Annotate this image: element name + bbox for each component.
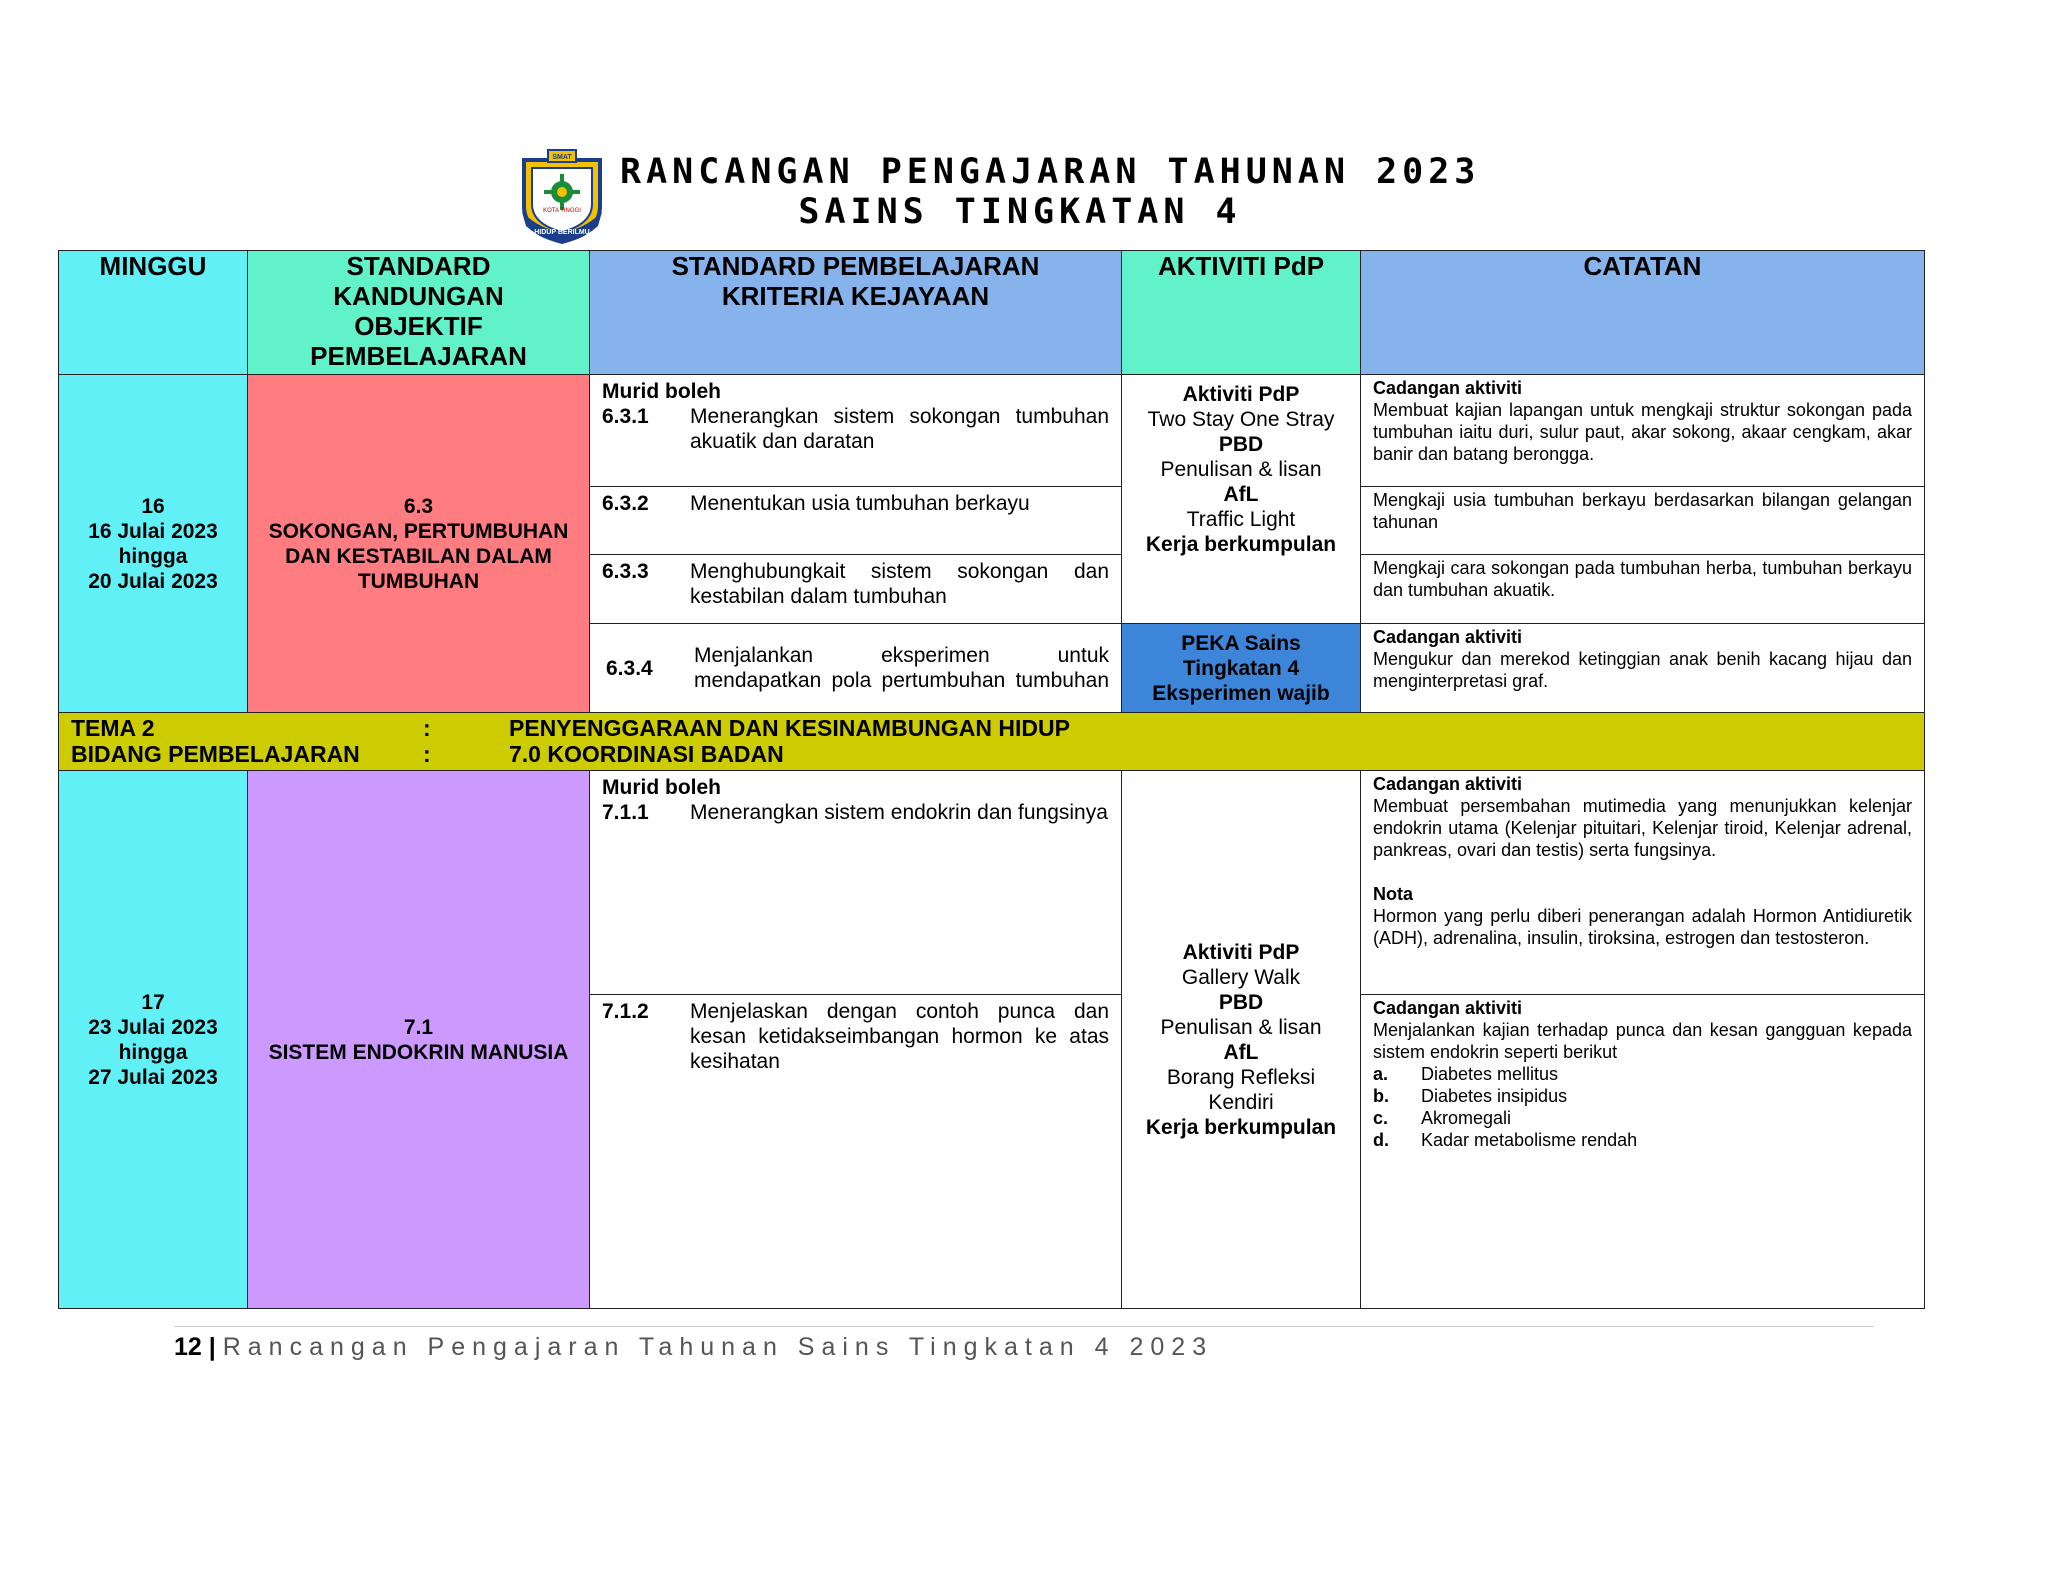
col-header-standard-pembelajaran: STANDARD PEMBELAJARAN KRITERIA KEJAYAAN	[590, 251, 1122, 375]
page-title	[620, 152, 1481, 232]
sp-7-1-1: Murid boleh 7.1.1 Menerangkan sistem endokrin dan fungsinya	[590, 771, 1122, 995]
tema-cell: TEMA 2 : PENYENGGARAAN DAN KESINAMBUNGAN HIDUP BIDANG PEMBELAJARAN : 7.0 KOORDINASI BADAN	[59, 713, 1925, 771]
peka-badge: PEKA Sains Tingkatan 4 Eksperimen wajib	[1122, 624, 1361, 713]
list-item: c. Akromegali	[1373, 1108, 1512, 1128]
header-row	[59, 251, 1925, 375]
col-header-catatan: CATATAN	[1361, 251, 1925, 375]
page-number: 12	[174, 1333, 202, 1361]
sp-6-3-4: 6.3.4 Menjalankan eksperimen untuk mendapatkan pola pertumbuhan tumbuhan	[590, 624, 1122, 713]
logo-text-bottom: HIDUP BERILMU	[534, 229, 590, 236]
school-logo-icon	[514, 146, 610, 246]
sp-6-3-2: 6.3.2 Menentukan usia tumbuhan berkayu	[590, 487, 1122, 555]
standard-kandungan-7-1: 7.1 SISTEM ENDOKRIN MANUSIA	[248, 771, 590, 1309]
catatan-6-3-3: Mengkaji cara sokongan pada tumbuhan herba, tumbuhan berkayu dan tumbuhan akuatik.	[1361, 555, 1925, 624]
catatan-7-1-1: Cadangan aktiviti Membuat persembahan mutimedia yang menunjukkan kelenjar endokrin utama (Kelenjar pituitari, Kelenjar tiroid, Kelenjar adrenal, pankreas, ovari dan testis) serta fungsinya. Nota Hormon yang perlu diberi penerangan adalah Hormon Antidiuretik (ADH), adrenalina, insulin, tiroksina, estrogen dan testosteron.	[1361, 771, 1925, 995]
catatan-7-1-2: Cadangan aktiviti Menjalankan kajian terhadap punca dan kesan gangguan kepada sistem endokrin seperti berikut a. Diabetes mellitus b. Diabetes insipidus c. Akromegali d. Kadar metabolisme rendah	[1361, 995, 1925, 1309]
sp-6-3-3: 6.3.3 Menghubungkait sistem sokongan dan kestabilan dalam tumbuhan	[590, 555, 1122, 624]
col-header-minggu: MINGGU	[59, 251, 248, 375]
list-item: d. Kadar metabolisme rendah	[1373, 1130, 1638, 1150]
logo-text-mid: KOTA TINGGI	[543, 208, 581, 214]
lesson-plan-table	[58, 250, 1925, 1309]
table-row	[59, 771, 1925, 995]
week-16-cell: 16 16 Julai 2023 hingga 20 Julai 2023	[59, 375, 248, 713]
table-row	[59, 375, 1925, 487]
title-line-2: SAINS TINGKATAN 4	[798, 192, 1242, 232]
aktiviti-week-17: Aktiviti PdP Gallery Walk PBD Penulisan & lisan AfL Borang Refleksi Kendiri Kerja berkumpulan	[1122, 771, 1361, 1309]
standard-kandungan-6-3: 6.3 SOKONGAN, PERTUMBUHAN DAN KESTABILAN DALAM TUMBUHAN	[248, 375, 590, 713]
title-line-1: RANCANGAN PENGAJARAN TAHUNAN 2023	[620, 152, 1481, 192]
footer-text: Rancangan Pengajaran Tahunan Sains Tingkatan 4 2023	[222, 1333, 1214, 1361]
footer-separator: |	[208, 1333, 216, 1361]
page-footer	[174, 1326, 1874, 1362]
week-17-cell: 17 23 Julai 2023 hingga 27 Julai 2023	[59, 771, 248, 1309]
logo-text-top: SMAT	[552, 154, 572, 161]
list-item: a. Diabetes mellitus	[1373, 1064, 1559, 1084]
col-header-aktiviti: AKTIVITI PdP	[1122, 251, 1361, 375]
aktiviti-week-16: Aktiviti PdP Two Stay One Stray PBD Penulisan & lisan AfL Traffic Light Kerja berkumpulan	[1122, 375, 1361, 624]
document-header	[0, 140, 2048, 250]
sp-6-3-1: Murid boleh 6.3.1 Menerangkan sistem sokongan tumbuhan akuatik dan daratan	[590, 375, 1122, 487]
list-item: b. Diabetes insipidus	[1373, 1086, 1568, 1106]
catatan-6-3-2: Mengkaji usia tumbuhan berkayu berdasarkan bilangan gelangan tahunan	[1361, 487, 1925, 555]
sp-7-1-2: 7.1.2 Menjelaskan dengan contoh punca dan kesan ketidakseimbangan hormon ke atas kesihatan	[590, 995, 1122, 1309]
catatan-6-3-1: Cadangan aktiviti Membuat kajian lapangan untuk mengkaji struktur sokongan pada tumbuhan iaitu duri, sulur paut, akar sokong, akaar cengkam, akar banir dan batang berongga.	[1361, 375, 1925, 487]
col-header-standard-kandungan: STANDARD KANDUNGAN OBJEKTIF PEMBELAJARAN	[248, 251, 590, 375]
catatan-6-3-4: Cadangan aktiviti Mengukur dan merekod ketinggian anak benih kacang hijau dan menginterpretasi graf.	[1361, 624, 1925, 713]
tema-row	[59, 713, 1925, 771]
